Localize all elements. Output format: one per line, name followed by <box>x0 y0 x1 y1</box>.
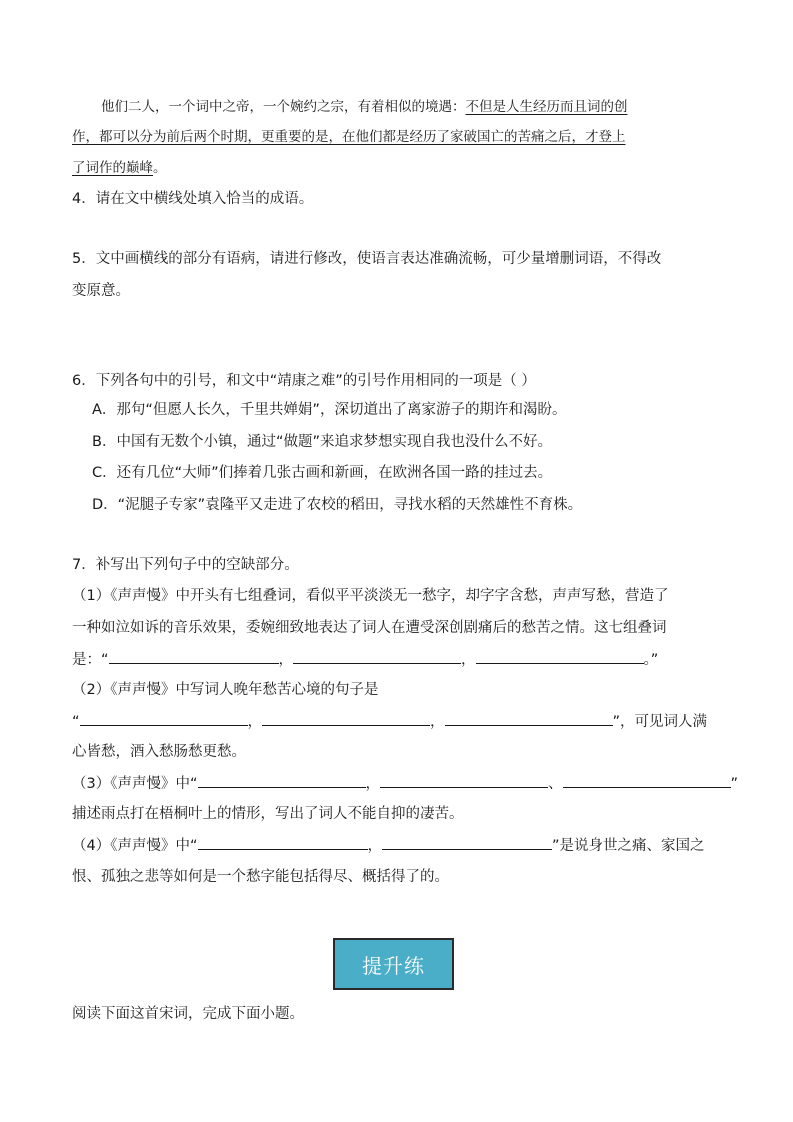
answer-blank-11[interactable] <box>382 834 552 850</box>
answer-blank-8[interactable] <box>380 772 548 788</box>
option-a: A．那句“但愿人长久，千里共婵娟”，深切道出了离家游子的期许和渴盼。 <box>92 402 567 418</box>
answer-blank-2[interactable] <box>293 648 461 664</box>
comma: ， <box>278 652 294 668</box>
answer-blank-4[interactable] <box>80 710 248 726</box>
answer-blank-3[interactable] <box>476 648 644 664</box>
text: 是：“ <box>72 652 109 668</box>
q7-part1-line-1: （1）《声声慢》中开头有七组叠词，看似平平淡淡无一愁字，却字字含愁，声声写愁，营造了 <box>72 588 669 604</box>
q7-part3-line-2: 捕述雨点打在梧桐叶上的情形，写出了词人不能自抑的凄苦。 <box>72 806 464 822</box>
text: ”是说身世之痛、家国之 <box>552 838 705 854</box>
q7-part2-line-2 <box>72 710 707 733</box>
option-d: D．“泥腿子专家”袁隆平又走进了农校的稻田，寻找水稻的天然雄性不育株。 <box>92 497 583 513</box>
underlined-sentence-end: 了词作的巅峰 <box>72 160 153 176</box>
comma: ， <box>367 838 382 854</box>
passage-period: 。 <box>153 160 167 176</box>
text: （3）《声声慢》中“ <box>72 776 198 792</box>
underlined-sentence: 不但是人生经历而且词的创 <box>465 99 628 115</box>
option-b: B．中国有无数个小镇，通过“做题”来追求梦想实现自我也没什么不好。 <box>92 434 552 450</box>
comma: ， <box>365 776 380 792</box>
passage-line-2: 作，都可以分为前后两个时期，更重要的是，在他们都是经历了家破国亡的苦痛之后，才登上 <box>72 129 626 145</box>
comma: ， <box>247 714 263 730</box>
text: “ <box>72 714 80 730</box>
passage-line-3 <box>72 157 167 179</box>
q7-part4-line-1 <box>72 834 705 857</box>
passage-text: 他们二人，一个词中之帝，一个婉约之宗，有着相似的境遇： <box>101 99 466 115</box>
q7-part4-line-2: 恨、孤独之悲等如何是一个愁字能包括得尽、概括得了的。 <box>72 869 449 885</box>
option-c: C．还有几位“大师”们捧着几张古画和新画，在欧洲各国一路的挂过去。 <box>92 465 553 481</box>
q7-part1-line-2: 一种如泣如诉的音乐效果，委婉细致地表达了词人在遭受深创剧痛后的愁苦之情。这七组叠词 <box>72 620 667 636</box>
comma: ， <box>430 714 445 730</box>
q7-part2-line-1: （2）《声声慢》中写词人晚年愁苦心境的句子是 <box>72 682 379 698</box>
text: （4）《声声慢》中“ <box>72 838 198 854</box>
answer-blank-6[interactable] <box>445 710 613 726</box>
question-5-line-1: 5．文中画横线的部分有语病，请进行修改，使语言表达准确流畅，可少量增删词语，不得改 <box>72 251 662 267</box>
text: 。” <box>643 652 659 668</box>
text: ” <box>730 776 739 792</box>
q7-part1-line-3 <box>72 648 658 671</box>
passage-line-1 <box>101 96 628 118</box>
question-5-line-2: 变原意。 <box>72 283 130 299</box>
section-badge: 提升练 <box>333 938 454 990</box>
dun-comma: 、 <box>548 776 563 792</box>
text: ”，可见词人满 <box>612 714 708 730</box>
question-7-title: 7．补写出下列句子中的空缺部分。 <box>72 557 299 573</box>
answer-blank-10[interactable] <box>198 834 368 850</box>
answer-blank-5[interactable] <box>262 710 430 726</box>
answer-blank-1[interactable] <box>109 648 279 664</box>
question-6-stem: 6．下列各句中的引号，和文中“靖康之难”的引号作用相同的一项是（ ） <box>72 373 536 389</box>
answer-blank-7[interactable] <box>198 772 366 788</box>
q7-part2-line-3: 心皆愁，酒入愁肠愁更愁。 <box>72 744 246 760</box>
reading-instruction: 阅读下面这首宋词，完成下面小题。 <box>72 1006 304 1022</box>
answer-blank-9[interactable] <box>563 772 731 788</box>
q7-part3-line-1 <box>72 772 738 795</box>
comma: ， <box>461 652 476 668</box>
question-4: 4．请在文中横线处填入恰当的成语。 <box>72 191 314 207</box>
